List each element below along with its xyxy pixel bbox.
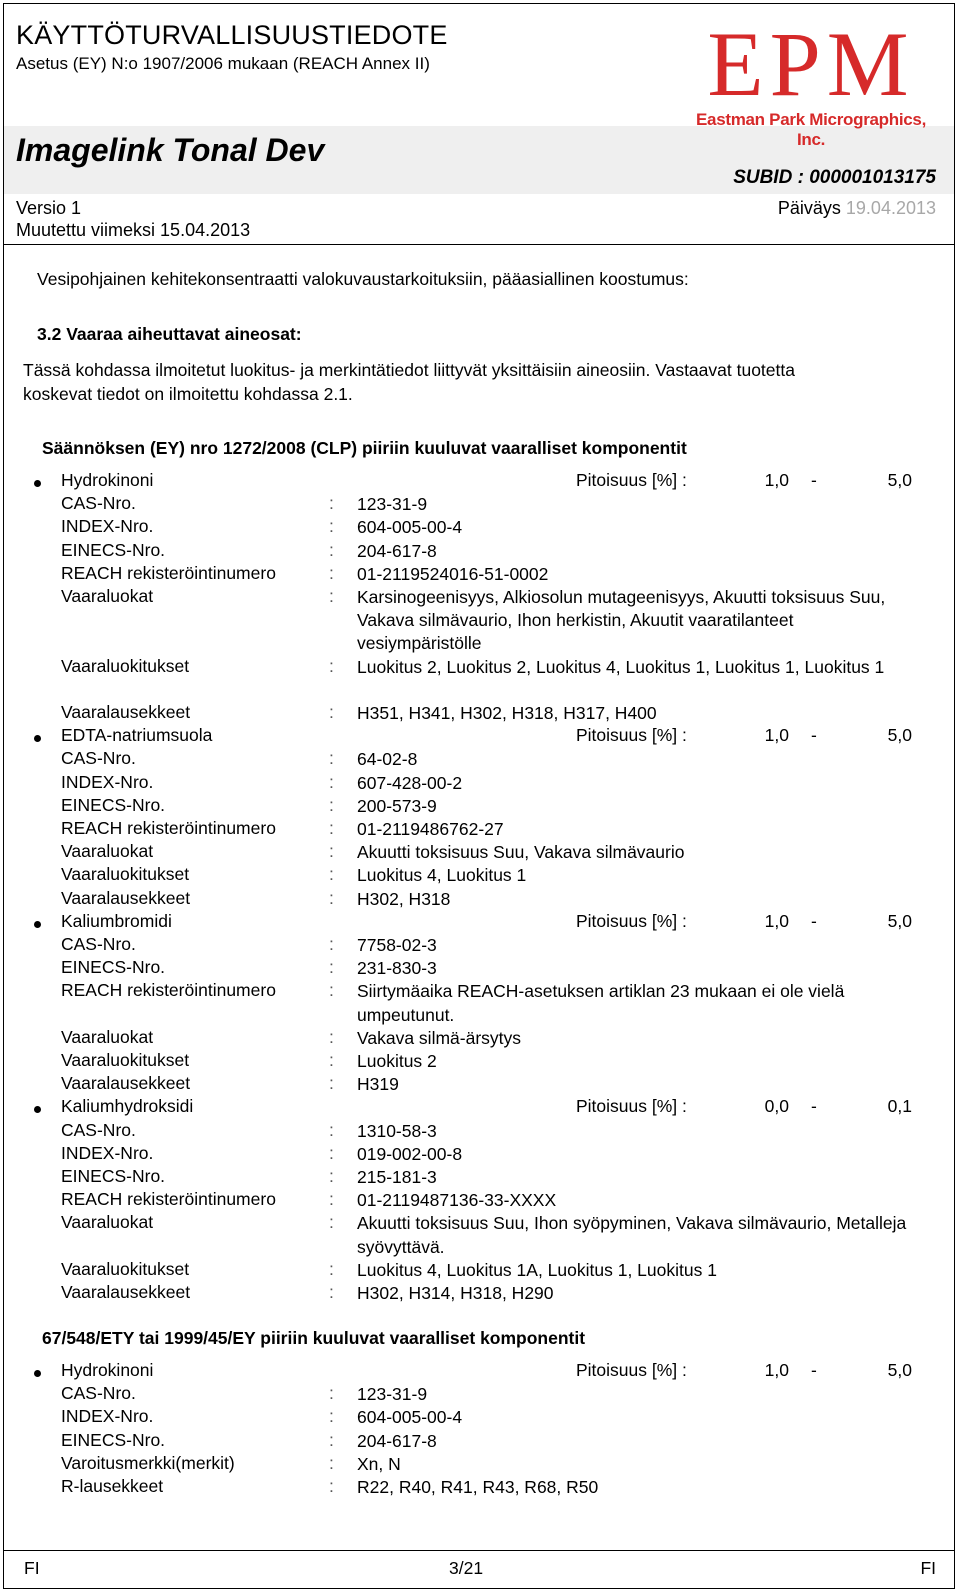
concentration-dash: - [811,470,817,490]
concentration-dash: - [811,1360,817,1380]
clp-heading: Säännöksen (EY) nro 1272/2008 (CLP) piiriin kuuluvat vaaralliset komponentit [42,438,687,458]
property-colon: : [329,586,334,606]
header-divider [4,244,954,245]
property-label: CAS-Nro. [61,1119,136,1140]
property-label: REACH rekisteröintinumero [61,1189,276,1210]
property-colon: : [329,934,334,954]
property-label: CAS-Nro. [61,493,136,514]
property-value: 01-2119524016-51-0002 [357,563,549,584]
date-label: Päiväys [777,198,841,218]
epm-logo [680,13,942,149]
property-label: INDEX-Nro. [61,1142,154,1163]
property-label: CAS-Nro. [61,934,136,954]
property-value: 215-181-3 [357,1167,437,1187]
property-label: Varoitusmerkki(merkit) [61,1452,235,1473]
property-colon: : [329,1119,334,1140]
property-label: EINECS-Nro. [61,1429,166,1450]
property-value: H351, H341, H302, H318, H317, H400 [357,703,657,723]
footer-language-right: FI [920,1558,936,1578]
concentration-label: Pitoisuus [%] : [576,1360,687,1380]
date-value: 19.04.2013 [845,198,936,218]
property-colon: : [329,1212,334,1233]
property-label: REACH rekisteröintinumero [61,980,276,1001]
sds-page [3,3,955,1589]
concentration-dash: - [811,725,817,746]
property-value: H319 [357,1074,399,1095]
property-label: Vaaralausekkeet [61,887,191,908]
property-value: 01-2119486762-27 [357,819,504,839]
property-value: 607-428-00-2 [357,772,463,793]
property-value: 604-005-00-4 [357,1407,463,1428]
composition-description: Vesipohjainen kehitekonsentraatti valokuvaustarkoituksiin, pääasiallinen koostumus: [37,269,689,289]
logo-company-name: Eastman Park Micrographics, Inc. [696,110,926,149]
concentration-min: 0,0 [764,1096,789,1117]
property-colon: : [329,1452,334,1473]
property-value: 1310-58-3 [357,1120,437,1141]
document-title: KÄYTTÖTURVALLISUUSTIEDOTE [16,20,448,50]
property-value: H302, H314, H318, H290 [357,1283,554,1303]
property-label: REACH rekisteröintinumero [61,818,276,838]
property-colon: : [329,516,334,537]
property-value: Luokitus 4, Luokitus 1A, Luokitus 1, Luokitus 1 [357,1259,717,1280]
concentration-max: 5,0 [887,910,912,931]
concentration-max: 5,0 [887,470,912,490]
property-colon: : [329,1050,334,1070]
property-value: 64-02-8 [357,749,418,770]
property-value: Luokitus 2 [357,1051,437,1071]
property-value: 7758-02-3 [357,935,437,955]
note-line-1: Tässä kohdassa ilmoitetut luokitus- ja merkintätiedot liittyvät yksittäisiin aineosiin. Vastaavat tuotetta [23,360,795,380]
property-label: Vaaraluokat [61,841,154,862]
bullet-icon [34,480,41,487]
property-colon: : [329,1258,334,1279]
property-colon: : [329,1282,334,1302]
concentration-min: 1,0 [764,910,789,931]
property-value: Karsinogeenisyys, Alkiosolun mutageenisyys, Akuutti toksisuus Suu, Vakava silmävaurio, Ihon herkistin, Akuutit vaaratilanteet vesiympäristölle [357,587,886,654]
property-label: R-lausekkeet [61,1476,164,1496]
property-colon: : [329,748,334,769]
property-value: Akuutti toksisuus Suu, Vakava silmävaurio [357,842,685,863]
bullet-icon [34,1106,41,1113]
property-colon: : [329,702,334,722]
property-colon: : [329,980,334,1001]
property-value: 01-2119487136-33-XXXX [357,1190,557,1211]
property-value: Akuutti toksisuus Suu, Ihon syöpyminen, Vakava silmävaurio, Metalleja syövyttävä. [357,1213,907,1257]
component-name: Kaliumhydroksidi [61,1096,194,1117]
bullet-icon [34,735,41,742]
footer-divider [4,1550,954,1551]
concentration-max: 0,1 [887,1096,912,1117]
property-label: Vaaralausekkeet [61,1073,191,1094]
property-colon: : [329,1026,334,1047]
property-value: 604-005-00-4 [357,517,463,538]
page-number: 3/21 [449,1558,484,1578]
property-label: EINECS-Nro. [61,957,166,978]
document-subtitle: Asetus (EY) N:o 1907/2006 mukaan (REACH Annex II) [16,54,430,73]
property-colon: : [329,887,334,908]
property-label: INDEX-Nro. [61,516,154,537]
concentration-label: Pitoisuus [%] : [576,1096,687,1117]
bullet-icon [34,1370,41,1377]
property-value: 123-31-9 [357,1384,428,1405]
property-label: Vaaralausekkeet [61,702,191,722]
property-value: R22, R40, R41, R43, R68, R50 [357,1477,599,1497]
property-colon: : [329,1142,334,1163]
concentration-label: Pitoisuus [%] : [576,470,687,490]
concentration-min: 1,0 [764,470,789,490]
property-label: Vaaraluokat [61,1212,154,1233]
concentration-dash: - [811,910,817,931]
property-colon: : [329,1383,334,1404]
property-label: Vaaraluokitukset [61,864,190,885]
property-colon: : [329,957,334,978]
product-name: Imagelink Tonal Dev [16,132,325,168]
logo-letters: EPM [707,13,915,115]
bullet-icon [34,921,41,928]
property-colon: : [329,818,334,838]
property-value: 204-617-8 [357,1430,437,1451]
concentration-min: 1,0 [764,1360,789,1380]
property-value: Luokitus 4, Luokitus 1 [357,865,527,886]
property-colon: : [329,771,334,792]
property-colon: : [329,1476,334,1496]
property-value: Vakava silmä-ärsytys [357,1027,522,1048]
property-colon: : [329,655,334,676]
property-value: 019-002-00-8 [357,1143,463,1164]
property-label: INDEX-Nro. [61,771,154,792]
footer-language-left: FI [24,1558,40,1578]
property-colon: : [329,1073,334,1094]
note-line-2: koskevat tiedot on ilmoitettu kohdassa 2.1. [23,384,353,404]
property-label: Vaaraluokitukset [61,655,190,676]
property-value: 200-573-9 [357,795,437,816]
property-label: CAS-Nro. [61,748,136,769]
property-colon: : [329,1429,334,1450]
property-value: 123-31-9 [357,494,428,515]
component-name: Kaliumbromidi [61,910,172,931]
concentration-min: 1,0 [764,725,789,746]
property-colon: : [329,562,334,583]
concentration-max: 5,0 [887,1360,912,1380]
concentration-label: Pitoisuus [%] : [576,725,687,746]
property-label: EINECS-Nro. [61,539,166,560]
property-label: Vaaralausekkeet [61,1282,191,1302]
property-label: REACH rekisteröintinumero [61,562,276,583]
property-colon: : [329,864,334,885]
dsd-heading: 67/548/ETY tai 1999/45/EY piiriin kuuluvat vaaralliset komponentit [42,1328,586,1348]
property-label: CAS-Nro. [61,1383,136,1404]
issue-date [778,198,936,219]
property-colon: : [329,794,334,815]
property-value: H302, H318 [357,888,451,909]
property-colon: : [329,1189,334,1210]
property-value: 204-617-8 [357,540,437,561]
last-modified: Muutettu viimeksi 15.04.2013 [16,220,251,240]
property-label: EINECS-Nro. [61,794,166,815]
property-colon: : [329,1406,334,1427]
concentration-max: 5,0 [887,725,912,746]
property-colon: : [329,539,334,560]
component-name: EDTA-natriumsuola [61,725,213,746]
property-label: Vaaraluokitukset [61,1258,190,1279]
property-label: Vaaraluokat [61,586,154,606]
concentration-dash: - [811,1096,817,1117]
property-label: INDEX-Nro. [61,1406,154,1427]
property-colon: : [329,493,334,514]
version: Versio 1 [16,198,82,218]
property-label: EINECS-Nro. [61,1166,166,1186]
property-value: 231-830-3 [357,958,437,979]
property-value: Luokitus 2, Luokitus 2, Luokitus 4, Luokitus 1, Luokitus 1, Luokitus 1 [357,656,885,677]
property-label: Vaaraluokat [61,1026,154,1047]
property-colon: : [329,841,334,862]
property-value: Siirtymäaika REACH-asetuksen artiklan 23 mukaan ei ole vielä umpeutunut. [357,981,845,1025]
section-heading: 3.2 Vaaraa aiheuttavat aineosat: [37,324,302,344]
property-label: Vaaraluokitukset [61,1050,190,1070]
subid: SUBID : 000001013175 [733,167,936,188]
concentration-label: Pitoisuus [%] : [576,910,687,931]
property-colon: : [329,1166,334,1186]
property-value: Xn, N [357,1453,401,1474]
component-name: Hydrokinoni [61,470,154,490]
component-name: Hydrokinoni [61,1360,154,1380]
